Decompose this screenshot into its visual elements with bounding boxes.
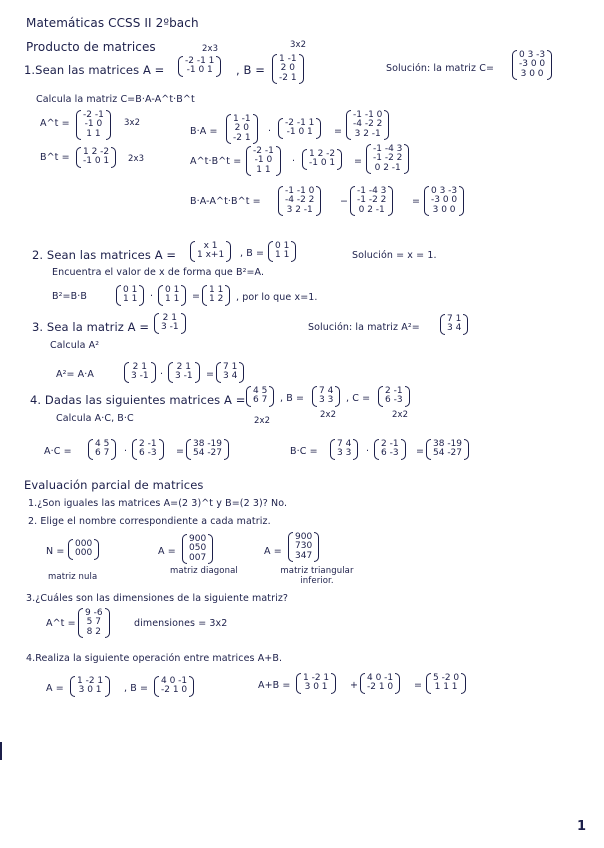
matrix-diagonal: 900 050 007	[182, 534, 213, 564]
ba-label: B·A =	[190, 126, 218, 137]
p2-solution: Solución = x = 1.	[352, 250, 437, 261]
sum-label: A+B =	[258, 680, 291, 691]
p4-matrix-c: 2 -1 6 -3	[378, 386, 410, 407]
dim-a-label: 2x3	[202, 44, 219, 54]
p2-matrix-b: 0 1 1 1	[268, 241, 296, 262]
eq-sum: =	[414, 680, 423, 691]
bt-label: B^t =	[40, 152, 70, 163]
ba-result: -1 -1 0 -4 -2 2 3 2 -1	[346, 110, 389, 140]
problem-2-intro: 2. Sean las matrices A =	[32, 248, 177, 262]
at-dim: 3x2	[124, 118, 141, 128]
n-name: matriz nula	[48, 572, 98, 582]
p3-task: Calcula A²	[50, 340, 100, 351]
sum-a: 1 -2 1 3 0 1	[296, 673, 336, 694]
p2-sep: , B =	[240, 248, 265, 259]
l-label: A =	[264, 546, 282, 557]
problem-4-intro: 4. Dadas las siguientes matrices A =	[30, 393, 246, 407]
p2-eq: =	[192, 291, 201, 302]
p4-a-dim: 2x2	[254, 416, 271, 426]
matrix-lower: 900 730 347	[288, 532, 319, 562]
p4-task: Calcula A·C, B·C	[56, 413, 134, 424]
bc-label: B·C =	[290, 446, 318, 457]
p4-b-dim: 2x2	[320, 410, 337, 420]
matrix-b: 1 -1 2 0 -2 1	[272, 54, 304, 84]
b4-label: , B =	[124, 683, 149, 694]
am-label: A^t =	[46, 618, 76, 629]
diff-ba: -1 -1 0 -4 -2 2 3 2 -1	[278, 186, 321, 216]
matrix-am: 9 -6 5 7 8 2	[78, 608, 110, 638]
ac-c: 2 -1 6 -3	[132, 439, 164, 460]
minus-op: −	[340, 196, 349, 207]
p3-solution-matrix: 7 1 3 4	[440, 314, 468, 335]
bc-eq: =	[416, 446, 425, 457]
atbt-at: -2 -1 -1 0 1 1	[246, 146, 281, 176]
sum-b: 4 0 -1 -2 1 0	[360, 673, 400, 694]
dot-op-2: ·	[292, 156, 296, 167]
p3-dot: ·	[160, 369, 164, 380]
dim-b-label: 3x2	[290, 40, 307, 50]
bc-dot: ·	[366, 446, 370, 457]
matrix-a: -2 -1 1 -1 0 1	[178, 56, 221, 77]
dims-answer: dimensiones = 3x2	[134, 618, 228, 629]
at-label: A^t =	[40, 118, 70, 129]
p2-dot: ·	[150, 291, 154, 302]
eval-q3: 3.¿Cuáles son las dimensiones de la siguiente matriz?	[26, 593, 289, 604]
ba-a: -2 -1 1 -1 0 1	[278, 118, 321, 139]
ac-a: 4 5 6 7	[88, 439, 116, 460]
ac-result: 38 -19 54 -27	[186, 439, 229, 460]
eval-q2: 2. Elige el nombre correspondiente a cada matriz.	[28, 516, 271, 527]
bc-result: 38 -19 54 -27	[426, 439, 469, 460]
bt-dim: 2x3	[128, 154, 145, 164]
p3-a2-result: 7 1 3 4	[216, 362, 244, 383]
eval-title: Evaluación parcial de matrices	[24, 478, 204, 492]
page-number: 1	[576, 819, 586, 834]
page-title: Matemáticas CCSS II 2ºbach	[26, 16, 199, 30]
ac-label: A·C =	[44, 446, 72, 457]
d-label: A =	[158, 546, 176, 557]
margin-mark	[0, 742, 2, 760]
p2-task: Encuentra el valor de x de forma que B²=A.	[52, 267, 265, 278]
p4-matrix-b: 7 4 3 3	[312, 386, 340, 407]
bc-c: 2 -1 6 -3	[374, 439, 406, 460]
problem-3-intro: 3. Sea la matriz A =	[32, 320, 150, 334]
p4-sep-c: , C =	[346, 393, 371, 404]
matrix-n: 000 000	[68, 539, 99, 560]
p3-calc-a2: 2 1 3 -1	[168, 362, 200, 383]
d-name: matriz diagonal	[170, 566, 238, 576]
p4-sep-b: , B =	[280, 393, 305, 404]
eq-op-3: =	[412, 196, 421, 207]
p3-eq: =	[206, 369, 215, 380]
p4-matrix-a: 4 5 6 7	[246, 386, 274, 407]
problem-1-task: Calcula la matriz C=B·A-A^t·B^t	[36, 94, 195, 105]
solution-1-matrix: 0 3 -3 -3 0 0 3 0 0	[512, 50, 552, 80]
eval-q1: 1.¿Son iguales las matrices A=(2 3)^t y B=(2 3)? No.	[28, 498, 288, 509]
matrix-a4: 1 -2 1 3 0 1	[70, 676, 110, 697]
ac-eq: =	[176, 446, 185, 457]
diff-result: 0 3 -3 -3 0 0 3 0 0	[424, 186, 464, 216]
plus-op: +	[350, 680, 359, 691]
p3-matrix-a: 2 1 3 -1	[154, 313, 186, 334]
atbt-label: A^t·B^t =	[190, 156, 242, 167]
p3-calc-a1: 2 1 3 -1	[124, 362, 156, 383]
p2-matrix-a: x 1 1 x+1	[190, 241, 231, 262]
bc-b: 7 4 3 3	[330, 439, 358, 460]
p2-calc-label: B²=B·B	[52, 291, 87, 302]
eval-q4: 4.Realiza la siguiente operación entre matrices A+B.	[26, 653, 283, 664]
ba-b: 1 -1 2 0 -2 1	[226, 114, 258, 144]
matrix-b4: 4 0 -1 -2 1 0	[154, 676, 194, 697]
matrix-bt: 1 2 -2 -1 0 1	[76, 147, 116, 168]
p4-c-dim: 2x2	[392, 410, 409, 420]
n-label: N =	[46, 546, 65, 557]
a4-label: A =	[46, 683, 64, 694]
diff-label: B·A-A^t·B^t =	[190, 196, 261, 207]
eq-op: =	[334, 126, 343, 137]
dot-op: ·	[268, 126, 272, 137]
problem-1-intro: 1.Sean las matrices A =	[24, 63, 165, 77]
p2-conclusion: , por lo que x=1.	[236, 292, 318, 303]
sum-result: 5 -2 0 1 1 1	[426, 673, 466, 694]
matrix-at: -2 -1 -1 0 1 1	[76, 110, 111, 140]
atbt-bt: 1 2 -2 -1 0 1	[302, 149, 342, 170]
separator: , B =	[236, 63, 265, 77]
eq-op-2: =	[354, 156, 363, 167]
ac-dot: ·	[124, 446, 128, 457]
l-name: matriz triangular inferior.	[280, 566, 354, 586]
diff-atbt: -1 -4 3 -1 -2 2 0 2 -1	[350, 186, 393, 216]
section-subtitle: Producto de matrices	[26, 40, 156, 54]
p2-b2-result: 1 1 1 2	[202, 285, 230, 306]
p3-solution-label: Solución: la matriz A²=	[308, 322, 420, 333]
solution-1-label: Solución: la matriz C=	[386, 63, 495, 74]
p2-calc-b1: 0 1 1 1	[116, 285, 144, 306]
p2-calc-b2: 0 1 1 1	[158, 285, 186, 306]
atbt-result: -1 -4 3 -1 -2 2 0 2 -1	[366, 144, 409, 174]
p3-calc-label: A²= A·A	[56, 369, 95, 380]
